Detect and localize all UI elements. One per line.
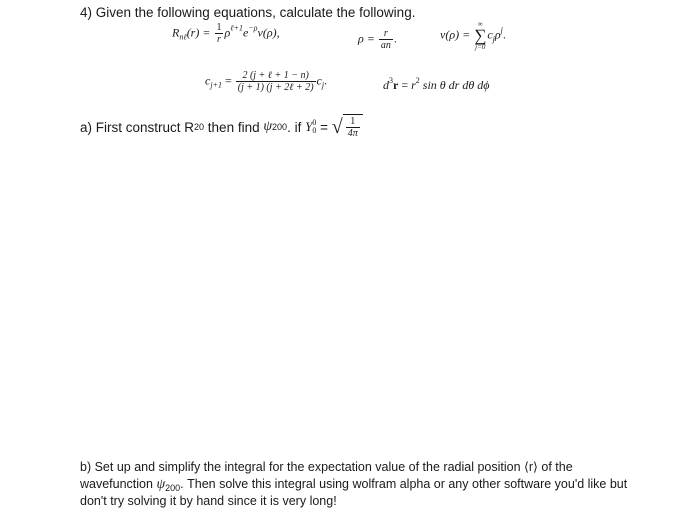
square-root: √ $\frac{1}{4\pi}$ <box>332 114 363 140</box>
part-b-question: b) Set up and simplify the integral for the expectation value of the radial position ⟨r⟩ of the wavefunction $\psi_{200}$. Then solve this integral using wolfram alpha or any other software you'd like but don't try solving it by hand since it is very long! <box>80 460 628 508</box>
part-a-question: a) First construct R 20 then find ψ 200 . if Y 0 0 = √ $\frac{1}{4\pi}$ <box>80 114 363 140</box>
summation-symbol: ∑ <box>474 26 487 45</box>
series-equation: v(ρ) = ∞ ∑ j=0 $c_j\rho^j$. <box>440 20 506 51</box>
radial-function-equation: $R_{n\ell}(r)$ = $\frac{1}{r}$ $\rho^{\ell+1}e^{-\rho}v(\rho)$, <box>172 22 280 45</box>
problem-header: 4) Given the following equations, calculate the following. <box>80 5 416 20</box>
rho-definition-equation: ρ = $\frac{r}{an}$ . <box>358 28 397 51</box>
volume-element-equation: $d^3r = r^2$ sin θ dr dθ dϕ <box>383 76 490 92</box>
recursion-equation: $c_{j+1}$ = $\frac{\text{2 (j + ℓ + 1 − n)}}{\text{(j + 1) (j + 2ℓ + 2)}}$ $c_j$. <box>205 70 328 93</box>
